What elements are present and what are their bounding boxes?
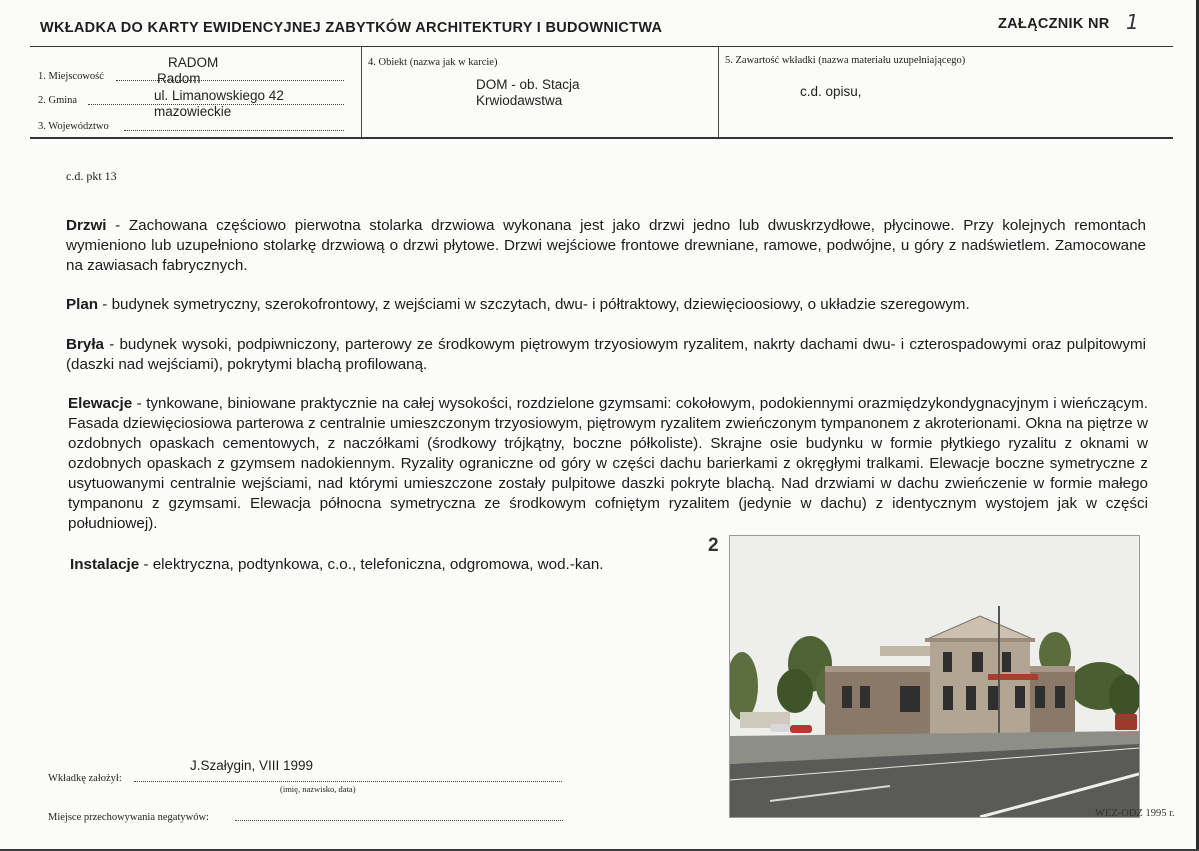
paragraph-text: - elektryczna, podtynkowa, c.o., telefoniczna, odgromowa, wod.-kan. (139, 556, 604, 573)
paragraph-elewacje (68, 394, 1148, 534)
gmina-label: 2. Gmina (38, 95, 78, 106)
paragraph-text: - budynek symetryczny, szerokofrontowy, z wejściami w szczytach, dwu- i półtraktowy, dziewięcioosiowy, o układzie szeregowym. (98, 296, 970, 313)
zawartosc-value: c.d. opisu, (800, 84, 862, 99)
continuation-note: c.d. pkt 13 (66, 169, 117, 183)
annex-number: 1 (1126, 10, 1139, 34)
author-value: J.Szałygin, VIII 1999 (190, 758, 314, 773)
paragraph-heading: Bryła (66, 336, 104, 353)
paragraph-instalacje (70, 555, 710, 575)
miejscowosc-value: Radom (157, 71, 201, 86)
paragraph-plan (66, 295, 1146, 315)
fields-bottom-rule (30, 137, 1173, 139)
negatives-dots (235, 820, 563, 821)
paragraph-heading: Elewacje (68, 395, 133, 412)
miejscowosc-dots (116, 80, 344, 81)
author-hint: (imię, nazwisko, data) (280, 784, 356, 794)
building-photo (729, 535, 1140, 818)
field-divider (718, 47, 719, 137)
wojewodztwo-label: 3. Województwo (38, 121, 109, 132)
paragraph-bryla (66, 335, 1146, 375)
paragraph-drzwi (66, 216, 1146, 276)
form-code: WEZ-ODZ 1995 r. (1095, 808, 1175, 819)
miejscowosc-value-upper: RADOM (168, 55, 219, 70)
paragraph-heading: Drzwi (66, 217, 107, 234)
paragraph-heading: Plan (66, 296, 99, 313)
form-title: WKŁADKA DO KARTY EWIDENCYJNEJ ZABYTKÓW ARCHITEKTURY I BUDOWNICTWA (40, 20, 663, 36)
photo-number: 2 (708, 535, 719, 556)
zawartosc-label: 5. Zawartość wkładki (nazwa materiału uzupełniającego) (725, 55, 966, 66)
gmina-value: ul. Limanowskiego 42 (154, 88, 284, 103)
header-rule (30, 46, 1173, 47)
paragraph-heading: Instalacje (70, 556, 140, 573)
wojewodztwo-value: mazowieckie (154, 104, 232, 119)
paragraph-text: - Zachowana częściowo pierwotna stolarka drzwiowa wykonana jest jako drzwi jedno lub dwuskrzydłowe, płycinowe. Przy kolejnych remontach wymieniono lub uzupełniono stolarkę drzwiową o drzwi płytowe. Drzwi wejściowe frontowe drewniane, ramowe, podwójne, u góry z nadświetlem. Zamocowane na zawiasach fabrycznych. (66, 217, 1146, 274)
negatives-label: Miejsce przechowywania negatywów: (48, 812, 209, 823)
annex-label: ZAŁĄCZNIK NR (998, 16, 1110, 32)
author-dots (134, 781, 562, 782)
obiekt-label: 4. Obiekt (nazwa jak w karcie) (368, 57, 498, 68)
paragraph-text: - budynek wysoki, podpiwniczony, parterowy ze środkowym piętrowym trzyosiowym ryzalitem, nakrty dachami dwu- i czterospadowymi oraz pulpitowymi (daszki nad wejściami), pokrytymi blachą profilowaną. (66, 336, 1146, 373)
photo-illustration (730, 536, 1139, 817)
author-label: Wkładkę założył: (48, 773, 122, 784)
field-divider (361, 47, 362, 137)
paragraph-text: - tynkowane, biniowane praktycznie na całej wysokości, rozdzielone gzymsami: cokołowym, podokiennymi orazmiędzykondygnacyjnym i wieńczącym. Fasada dziewięciosiowa parterowa z centralnie umieszczonym trzyosiowym, piętrowym ryzalitem zwieńczonym tympanonem z akroterionami. Okna na piętrze w ozdobnych opaskach cementowych, z naczółkami (środkowy trójkątny, boczne półkoliste). Skrajne osie budynku w formie płytkiego ryzalitu z oknami w ozdobnych opaskach z gzymsem nadokiennym. Ryzality ograniczne od góry w części dachu barierkami z okręgłymi tralkami. Elewacje boczne symetryczne z usytuowanymi centralnie wejściami, nad którymi umieszczone zostały pulpitowe daszki pokryte blachą. Nad drzwiami w dachu zwieńczenie w formie małego tympanonu z gzymsami. Elewacja północna symetryczna ze środkowym cofniętym ryzalitem (jedynie w dachu) z identycznym wystojem jak w części południowej). (68, 395, 1148, 532)
wojewodztwo-dots (124, 130, 344, 131)
obiekt-value-line1: DOM - ob. Stacja (476, 77, 580, 92)
miejscowosc-label: 1. Miejscowość (38, 71, 104, 82)
obiekt-value-line2: Krwiodawstwa (476, 93, 563, 108)
